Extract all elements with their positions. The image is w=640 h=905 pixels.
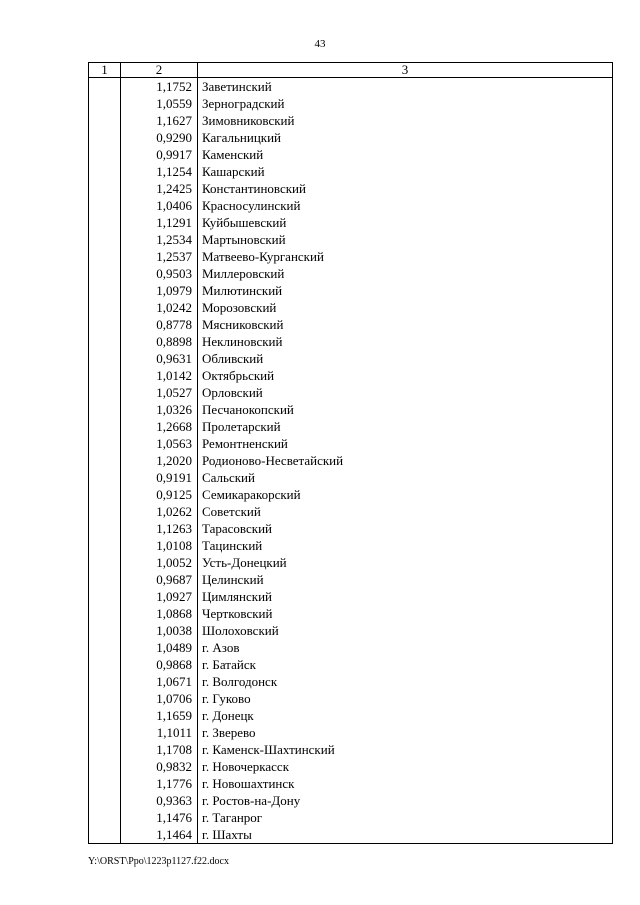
row-number-cell	[89, 350, 121, 367]
district-name-cell: Чертковский	[198, 605, 613, 622]
row-number-cell	[89, 401, 121, 418]
table-row	[89, 231, 613, 248]
row-number-cell	[89, 520, 121, 537]
district-name-cell: Октябрьский	[198, 367, 613, 384]
coefficient-cell: 1,0559	[121, 95, 198, 112]
table-row	[89, 350, 613, 367]
table-row	[89, 758, 613, 775]
district-name-cell: г. Таганрог	[198, 809, 613, 826]
row-number-cell	[89, 214, 121, 231]
table-row	[89, 112, 613, 129]
coefficient-cell: 0,9503	[121, 265, 198, 282]
coefficient-cell: 1,0142	[121, 367, 198, 384]
row-number-cell	[89, 486, 121, 503]
district-name-cell: г. Новочеркасск	[198, 758, 613, 775]
coefficient-cell: 0,9191	[121, 469, 198, 486]
district-name-cell: г. Гуково	[198, 690, 613, 707]
row-number-cell	[89, 231, 121, 248]
coefficient-cell: 1,2425	[121, 180, 198, 197]
row-number-cell	[89, 180, 121, 197]
table-row	[89, 282, 613, 299]
coefficient-cell: 1,2668	[121, 418, 198, 435]
coefficient-cell: 1,0108	[121, 537, 198, 554]
row-number-cell	[89, 469, 121, 486]
row-number-cell	[89, 299, 121, 316]
column-header-1: 1	[89, 63, 121, 78]
coefficient-cell: 0,8898	[121, 333, 198, 350]
district-name-cell: Зимовниковский	[198, 112, 613, 129]
table-row	[89, 316, 613, 333]
table-row	[89, 384, 613, 401]
row-number-cell	[89, 384, 121, 401]
row-number-cell	[89, 418, 121, 435]
table-row	[89, 554, 613, 571]
row-number-cell	[89, 571, 121, 588]
coefficient-cell: 1,0038	[121, 622, 198, 639]
table-row	[89, 265, 613, 282]
table-row	[89, 418, 613, 435]
row-number-cell	[89, 690, 121, 707]
district-name-cell: г. Азов	[198, 639, 613, 656]
row-number-cell	[89, 197, 121, 214]
row-number-cell	[89, 112, 121, 129]
district-name-cell: Милютинский	[198, 282, 613, 299]
table-row	[89, 146, 613, 163]
table-row	[89, 469, 613, 486]
coefficient-cell: 1,0052	[121, 554, 198, 571]
coefficient-cell: 1,1627	[121, 112, 198, 129]
coefficient-cell: 0,9363	[121, 792, 198, 809]
row-number-cell	[89, 435, 121, 452]
district-name-cell: Мясниковский	[198, 316, 613, 333]
coefficient-cell: 1,0406	[121, 197, 198, 214]
district-name-cell: Усть-Донецкий	[198, 554, 613, 571]
coefficient-cell: 1,1708	[121, 741, 198, 758]
coefficient-cell: 1,1254	[121, 163, 198, 180]
column-header-3: 3	[198, 63, 613, 78]
table-row	[89, 248, 613, 265]
district-name-cell: Орловский	[198, 384, 613, 401]
coefficient-cell: 1,2020	[121, 452, 198, 469]
column-header-2: 2	[121, 63, 198, 78]
row-number-cell	[89, 146, 121, 163]
row-number-cell	[89, 656, 121, 673]
table-row	[89, 741, 613, 758]
table-row	[89, 401, 613, 418]
district-name-cell: г. Батайск	[198, 656, 613, 673]
table-row	[89, 571, 613, 588]
table-row	[89, 707, 613, 724]
district-name-cell: Морозовский	[198, 299, 613, 316]
table-row	[89, 809, 613, 826]
coefficient-cell: 1,0706	[121, 690, 198, 707]
district-name-cell: Целинский	[198, 571, 613, 588]
page-number: 43	[314, 38, 326, 50]
coefficient-cell: 1,0527	[121, 384, 198, 401]
coefficients-table	[88, 62, 613, 844]
coefficient-cell: 1,1263	[121, 520, 198, 537]
coefficient-cell: 1,2534	[121, 231, 198, 248]
row-number-cell	[89, 826, 121, 844]
coefficient-cell: 1,1752	[121, 78, 198, 96]
table-row	[89, 299, 613, 316]
district-name-cell: г. Волгодонск	[198, 673, 613, 690]
district-name-cell: Ремонтненский	[198, 435, 613, 452]
district-name-cell: г. Донецк	[198, 707, 613, 724]
row-number-cell	[89, 622, 121, 639]
coefficient-cell: 0,9868	[121, 656, 198, 673]
table-row	[89, 605, 613, 622]
row-number-cell	[89, 537, 121, 554]
district-name-cell: Тарасовский	[198, 520, 613, 537]
row-number-cell	[89, 605, 121, 622]
row-number-cell	[89, 163, 121, 180]
row-number-cell	[89, 741, 121, 758]
row-number-cell	[89, 707, 121, 724]
district-name-cell: Цимлянский	[198, 588, 613, 605]
row-number-cell	[89, 316, 121, 333]
table-row	[89, 333, 613, 350]
coefficient-cell: 1,0671	[121, 673, 198, 690]
district-name-cell: Каменский	[198, 146, 613, 163]
table-header-row	[89, 63, 613, 78]
table-row	[89, 214, 613, 231]
table-row	[89, 690, 613, 707]
district-name-cell: Матвеево-Курганский	[198, 248, 613, 265]
coefficient-cell: 1,1659	[121, 707, 198, 724]
district-name-cell: г. Каменск-Шахтинский	[198, 741, 613, 758]
coefficients-table-container	[88, 62, 612, 844]
table-row	[89, 180, 613, 197]
row-number-cell	[89, 282, 121, 299]
coefficient-cell: 0,9290	[121, 129, 198, 146]
row-number-cell	[89, 639, 121, 656]
row-number-cell	[89, 758, 121, 775]
district-name-cell: Красносулинский	[198, 197, 613, 214]
district-name-cell: Заветинский	[198, 78, 613, 96]
table-row	[89, 367, 613, 384]
coefficient-cell: 1,1464	[121, 826, 198, 844]
district-name-cell: Куйбышевский	[198, 214, 613, 231]
table-row	[89, 520, 613, 537]
district-name-cell: Семикаракорский	[198, 486, 613, 503]
coefficient-cell: 1,0563	[121, 435, 198, 452]
coefficient-cell: 1,0868	[121, 605, 198, 622]
table-row	[89, 537, 613, 554]
coefficient-cell: 1,0326	[121, 401, 198, 418]
coefficient-cell: 0,8778	[121, 316, 198, 333]
row-number-cell	[89, 452, 121, 469]
district-name-cell: Мартыновский	[198, 231, 613, 248]
district-name-cell: Шолоховский	[198, 622, 613, 639]
district-name-cell: Кашарский	[198, 163, 613, 180]
table-row	[89, 639, 613, 656]
district-name-cell: Кагальницкий	[198, 129, 613, 146]
district-name-cell: Песчанокопский	[198, 401, 613, 418]
row-number-cell	[89, 367, 121, 384]
row-number-cell	[89, 503, 121, 520]
table-row	[89, 588, 613, 605]
table-row	[89, 435, 613, 452]
district-name-cell: Тацинский	[198, 537, 613, 554]
table-row	[89, 724, 613, 741]
row-number-cell	[89, 265, 121, 282]
table-row	[89, 129, 613, 146]
coefficient-cell: 1,0927	[121, 588, 198, 605]
district-name-cell: Родионово-Несветайский	[198, 452, 613, 469]
coefficient-cell: 0,9917	[121, 146, 198, 163]
table-row	[89, 503, 613, 520]
row-number-cell	[89, 95, 121, 112]
coefficient-cell: 1,1476	[121, 809, 198, 826]
district-name-cell: г. Шахты	[198, 826, 613, 844]
coefficient-cell: 1,0262	[121, 503, 198, 520]
table-row	[89, 792, 613, 809]
table-row	[89, 78, 613, 96]
district-name-cell: Сальский	[198, 469, 613, 486]
row-number-cell	[89, 248, 121, 265]
district-name-cell: г. Ростов-на-Дону	[198, 792, 613, 809]
district-name-cell: г. Зверево	[198, 724, 613, 741]
district-name-cell: Константиновский	[198, 180, 613, 197]
row-number-cell	[89, 775, 121, 792]
district-name-cell: Зерноградский	[198, 95, 613, 112]
table-row	[89, 197, 613, 214]
table-row	[89, 163, 613, 180]
table-row	[89, 452, 613, 469]
coefficient-cell: 1,1776	[121, 775, 198, 792]
district-name-cell: Миллеровский	[198, 265, 613, 282]
row-number-cell	[89, 78, 121, 96]
table-body	[89, 78, 613, 844]
coefficient-cell: 1,2537	[121, 248, 198, 265]
row-number-cell	[89, 129, 121, 146]
table-row	[89, 826, 613, 844]
coefficient-cell: 0,9832	[121, 758, 198, 775]
district-name-cell: Советский	[198, 503, 613, 520]
district-name-cell: Неклиновский	[198, 333, 613, 350]
table-row	[89, 656, 613, 673]
row-number-cell	[89, 588, 121, 605]
row-number-cell	[89, 333, 121, 350]
coefficient-cell: 0,9631	[121, 350, 198, 367]
table-row	[89, 486, 613, 503]
coefficient-cell: 1,1291	[121, 214, 198, 231]
file-path-footer: Y:\ORST\Ppo\1223p1127.f22.docx	[88, 856, 229, 867]
coefficient-cell: 1,0489	[121, 639, 198, 656]
table-row	[89, 775, 613, 792]
district-name-cell: Пролетарский	[198, 418, 613, 435]
row-number-cell	[89, 809, 121, 826]
row-number-cell	[89, 724, 121, 741]
coefficient-cell: 1,0242	[121, 299, 198, 316]
row-number-cell	[89, 554, 121, 571]
coefficient-cell: 1,1011	[121, 724, 198, 741]
coefficient-cell: 0,9687	[121, 571, 198, 588]
district-name-cell: Обливский	[198, 350, 613, 367]
table-row	[89, 622, 613, 639]
table-row	[89, 95, 613, 112]
table-row	[89, 673, 613, 690]
coefficient-cell: 0,9125	[121, 486, 198, 503]
row-number-cell	[89, 673, 121, 690]
coefficient-cell: 1,0979	[121, 282, 198, 299]
row-number-cell	[89, 792, 121, 809]
district-name-cell: г. Новошахтинск	[198, 775, 613, 792]
